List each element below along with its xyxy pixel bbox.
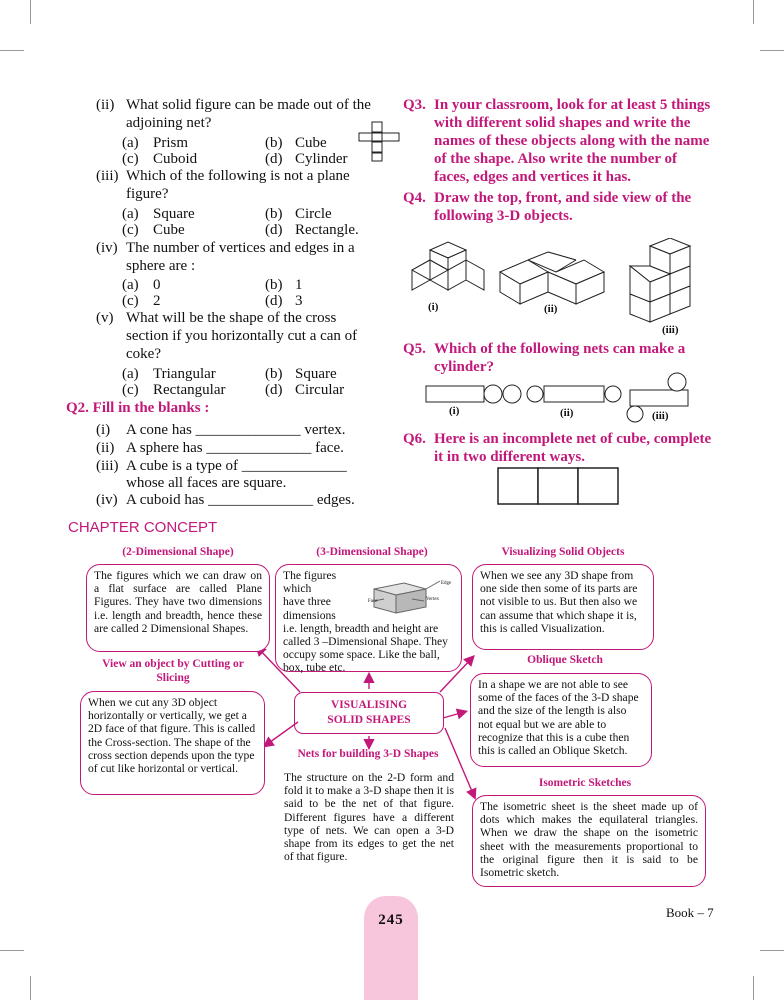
blank-text: A sphere has ______________ face.: [126, 440, 344, 456]
box-cutting: [80, 691, 265, 795]
q-text: figure?: [126, 186, 169, 202]
figure-label: (iii): [652, 410, 669, 422]
cube-net-figure: [497, 466, 621, 506]
blank-text: A cone has ______________ vertex.: [126, 422, 346, 438]
opt-label: (a): [122, 206, 139, 222]
blank-num: (i): [96, 422, 111, 438]
opt-text: Cube: [153, 222, 185, 238]
q-text: it in two different ways.: [434, 449, 585, 465]
heading-visualizing: Visualizing Solid Objects: [501, 546, 625, 558]
text-nets-block: [284, 771, 454, 863]
opt-label: (c): [122, 151, 139, 167]
opt-text: Cylinder: [295, 151, 348, 167]
book-label: Book – 7: [666, 905, 714, 920]
text-3d-line: which: [283, 582, 312, 596]
opt-text: Triangular: [153, 366, 216, 382]
heading-3d-shape: (3-Dimensional Shape): [316, 546, 428, 558]
opt-label: (b): [265, 206, 283, 222]
box-2d-shape: [86, 564, 270, 652]
opt-text: Cuboid: [153, 151, 198, 167]
opt-text: Rectangular: [153, 382, 226, 398]
q-text: coke?: [126, 346, 161, 362]
q-text: with different solid shapes and write the: [434, 115, 691, 131]
opt-text: Circle: [295, 206, 332, 222]
box-3d-shape: [275, 564, 462, 675]
q-text: following 3-D objects.: [434, 208, 573, 224]
text-nets: The structure on the 2-D form and fold it to make a 3-D shape then it is said to be the net of that figure. Different figures have a different type of nets. We can open a 3-D shape from its edges to get the net of that figure.: [284, 771, 454, 864]
q-text: Draw the top, front, and side view of the: [434, 190, 692, 206]
figure-label: (ii): [544, 303, 558, 315]
opt-label: (d): [265, 222, 283, 238]
q-text: Which of the following is not a plane: [126, 168, 350, 184]
heading-nets: Nets for building 3-D Shapes: [297, 748, 439, 760]
q-num: Q6.: [403, 431, 426, 447]
q-text: of the shape. Also write the number of: [434, 151, 678, 167]
opt-label: (a): [122, 277, 139, 293]
q-num: Q5.: [403, 341, 426, 357]
heading-2d-shape: (2-Dimensional Shape): [122, 546, 234, 558]
q-text: cylinder?: [434, 359, 494, 375]
q-text: names of these objects along with the name: [434, 133, 710, 149]
text-isometric: The isometric sheet is the sheet made up of dots which makes the equilateral triangles. When we draw the shape on the isometric sheet with the measurements proportional to the original figure then it is said to be Isometric sketch.: [480, 800, 698, 880]
blank-num: (iv): [96, 492, 118, 508]
text-oblique: In a shape we are not able to see some of the faces of the 3-D shape and the size of the length is also not equal but we are able to recognize that this is a cube then this is called an Oblique Sketch.: [478, 678, 639, 758]
q-num: (v): [96, 310, 114, 326]
opt-label: (b): [265, 277, 283, 293]
page-number: 245: [378, 912, 404, 928]
opt-text: Rectangle.: [295, 222, 359, 238]
blank-text: A cube is a type of ______________: [126, 458, 347, 474]
heading-cutting: View an object by Cutting or Slicing: [102, 658, 244, 684]
figure-label: (iii): [662, 324, 679, 336]
blank-text: A cuboid has ______________ edges.: [126, 492, 355, 508]
q-text: What will be the shape of the cross: [126, 310, 337, 326]
blank-text: whose all faces are square.: [126, 475, 287, 491]
q-text: faces, edges and vertices it has.: [434, 169, 632, 185]
opt-label: (d): [265, 293, 283, 309]
opt-text: Square: [153, 206, 195, 222]
figure-label: (i): [449, 405, 460, 417]
vertex-label: Vertex: [426, 597, 440, 602]
cross-net-figure: [356, 120, 402, 164]
figure-label: (ii): [560, 407, 574, 419]
text-2d-shape: The figures which we can draw on a flat surface are called Plane Figures. They have two dimensions i.e. length and breadth, hence these are called 2 Dimensional Shapes.: [94, 569, 262, 635]
q-text: What solid figure can be made out of the: [126, 97, 371, 113]
q-text: Here is an incomplete net of cube, complete: [434, 431, 712, 447]
box-visualizing: [472, 564, 654, 650]
q-text: Which of the following nets can make a: [434, 341, 686, 357]
q-num: Q4.: [403, 190, 426, 206]
opt-text: Circular: [295, 382, 345, 398]
q-text: adjoining net?: [126, 115, 212, 131]
opt-label: (b): [265, 366, 283, 382]
q-num: Q3.: [403, 97, 426, 113]
text-3d-line: have three: [283, 595, 331, 609]
q2-title: Q2. Fill in the blanks :: [66, 400, 210, 416]
text-cutting: When we cut any 3D object horizontally or vertically, we get a 2D face of that figure. This is called the Cross-section. The shape of the cross section depends upon the type of cut like horizontal or vertical.: [88, 696, 256, 776]
text-3d-line: dimensions: [283, 608, 336, 622]
face-label: Face: [368, 599, 378, 604]
opt-text: 3: [295, 293, 303, 309]
opt-label: (a): [122, 366, 139, 382]
text-3d-line: i.e. length, breadth and height are called 3 –Dimensional Shape. They occupy some space. Like the ball, box, tube etc.: [283, 621, 448, 675]
center-node: VISUALISING SOLID SHAPES: [294, 692, 444, 734]
chapter-concept-title: CHAPTER CONCEPT: [68, 519, 218, 536]
blank-num: (ii): [96, 440, 115, 456]
text-visualizing: When we see any 3D shape from one side then some of its parts are not visible to us. But then also we can assume that which shape it is, this is called Visualization.: [480, 569, 638, 635]
opt-label: (d): [265, 382, 283, 398]
q-num: (iii): [96, 168, 119, 184]
opt-text: 0: [153, 277, 161, 293]
q-text: sphere are :: [126, 258, 196, 274]
isometric-figures: [408, 238, 708, 332]
opt-label: (c): [122, 293, 139, 309]
q-text: section if you horizontally cut a can of: [126, 328, 358, 344]
q-num: (ii): [96, 97, 115, 113]
opt-text: 1: [295, 277, 303, 293]
opt-label: (c): [122, 382, 139, 398]
box-oblique: [470, 673, 652, 767]
q-num: (iv): [96, 240, 118, 256]
q-text: In your classroom, look for at least 5 things: [434, 97, 711, 113]
box-isometric: [472, 795, 706, 887]
opt-text: 2: [153, 293, 161, 309]
heading-oblique: Oblique Sketch: [527, 654, 603, 666]
edge-label: Edge: [441, 581, 452, 586]
opt-label: (b): [265, 135, 283, 151]
opt-label: (d): [265, 151, 283, 167]
opt-text: Cube: [295, 135, 327, 151]
figure-label: (i): [428, 301, 439, 313]
text-3d-line: The figures: [283, 569, 337, 582]
blank-num: (iii): [96, 458, 119, 474]
q-text: The number of vertices and edges in a: [126, 240, 355, 256]
opt-text: Square: [295, 366, 337, 382]
heading-isometric: Isometric Sketches: [538, 777, 632, 789]
opt-label: (a): [122, 135, 139, 151]
opt-label: (c): [122, 222, 139, 238]
opt-text: Prism: [153, 135, 189, 151]
